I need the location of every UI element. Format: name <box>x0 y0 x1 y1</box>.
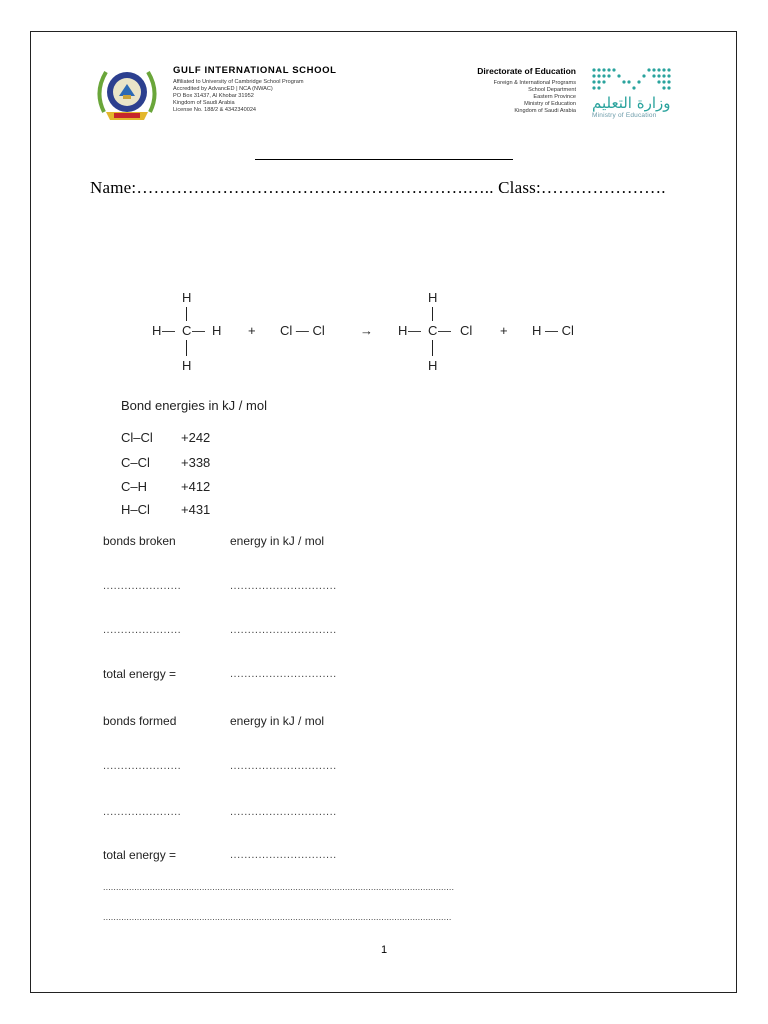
methane-carbon: C <box>182 323 192 338</box>
answer-line-1[interactable]: ....................................................................................................................................... <box>103 882 455 892</box>
methane-h-bottom: H <box>182 358 192 373</box>
school-country: Kingdom of Saudi Arabia <box>173 100 235 106</box>
broken-energy-blank-1[interactable]: .............................. <box>230 580 337 592</box>
energy-header-formed: energy in kJ / mol <box>230 714 325 728</box>
broken-bond-blank-2[interactable]: ...................... <box>103 624 182 636</box>
bond-label-ccl: C–Cl <box>121 455 150 470</box>
chloromethane-cl: Cl <box>460 323 473 338</box>
chloromethane-h-bottom: H <box>428 358 438 373</box>
energy-header-broken: energy in kJ / mol <box>230 534 325 548</box>
methane-bond-top <box>186 307 187 321</box>
broken-bond-blank-1[interactable]: ...................... <box>103 580 182 592</box>
directorate-line-2: School Department <box>528 87 576 93</box>
bond-label-hcl: H–Cl <box>121 502 150 517</box>
formed-energy-blank-1[interactable]: .............................. <box>230 760 337 772</box>
chloromethane-carbon: C <box>428 323 438 338</box>
bond-label-clcl: Cl–Cl <box>121 430 153 445</box>
formed-energy-blank-2[interactable]: .............................. <box>230 806 337 818</box>
methane-h-top: H <box>182 290 192 305</box>
ministry-english: Ministry of Education <box>592 112 657 119</box>
formed-bond-blank-1[interactable]: ...................... <box>103 760 182 772</box>
broken-energy-blank-2[interactable]: .............................. <box>230 624 337 636</box>
title-rule <box>255 159 513 160</box>
school-name: GULF INTERNATIONAL SCHOOL <box>173 65 337 76</box>
chlorine-molecule: Cl — Cl <box>280 323 325 338</box>
directorate-line-4: Ministry of Education <box>524 101 576 107</box>
school-accreditation: Accredited by AdvancED | NCA (NWAC) <box>173 86 273 92</box>
methane-bond-bottom <box>186 340 187 356</box>
page-number: 1 <box>381 944 388 956</box>
methane-bond-right: — <box>192 323 205 338</box>
bonds-broken-header: bonds broken <box>103 534 176 548</box>
reaction-plus-2: + <box>500 323 508 338</box>
reaction-plus-1: + <box>248 323 256 338</box>
chloromethane-bond-top <box>432 307 433 321</box>
total-energy-formed-label: total energy = <box>103 848 177 862</box>
chloromethane-h-left: H <box>398 323 408 338</box>
chloromethane-h-top: H <box>428 290 438 305</box>
chloromethane-bond-left: — <box>408 323 421 338</box>
school-license: License No. 188/2 & 4342340024 <box>173 107 257 113</box>
chloromethane-bond-right: — <box>438 323 451 338</box>
bond-value-hcl: +431 <box>181 502 211 517</box>
answer-line-2[interactable]: ...................................................................................................................................... <box>103 912 452 922</box>
total-energy-broken-label: total energy = <box>103 667 177 681</box>
hydrogen-chloride: H — Cl <box>532 323 574 338</box>
bond-value-ch: +412 <box>181 479 211 494</box>
formed-bond-blank-2[interactable]: ...................... <box>103 806 182 818</box>
bond-label-ch: C–H <box>121 479 148 494</box>
school-affiliation: Affiliated to University of Cambridge School Program <box>173 79 304 85</box>
methane-h-left: H <box>152 323 162 338</box>
total-energy-formed-blank[interactable]: .............................. <box>230 849 337 861</box>
ministry-arabic: وزارة التعليم <box>592 94 671 112</box>
methane-bond-left: — <box>162 323 175 338</box>
directorate-title: Directorate of Education <box>477 66 576 76</box>
chloromethane-bond-bottom <box>432 340 433 356</box>
school-crest-logo <box>92 62 162 126</box>
reaction-arrow: → <box>360 323 373 338</box>
school-address: PO Box 31437, Al Khobar 31952 <box>173 93 254 99</box>
directorate-line-3: Eastern Province <box>533 94 576 100</box>
name-class-line: Name:………………………………………………….….. Class:…………………. <box>90 178 666 197</box>
bond-energies-title: Bond energies in kJ / mol <box>121 398 267 413</box>
directorate-line-5: Kingdom of Saudi Arabia <box>514 108 576 114</box>
bond-value-ccl: +338 <box>181 455 211 470</box>
methane-h-right: H <box>212 323 222 338</box>
bond-value-clcl: +242 <box>181 430 211 445</box>
ministry-dots-logo <box>591 67 673 91</box>
bonds-formed-header: bonds formed <box>103 714 177 728</box>
directorate-line-1: Foreign & International Programs <box>493 80 576 86</box>
total-energy-broken-blank[interactable]: .............................. <box>230 668 337 680</box>
